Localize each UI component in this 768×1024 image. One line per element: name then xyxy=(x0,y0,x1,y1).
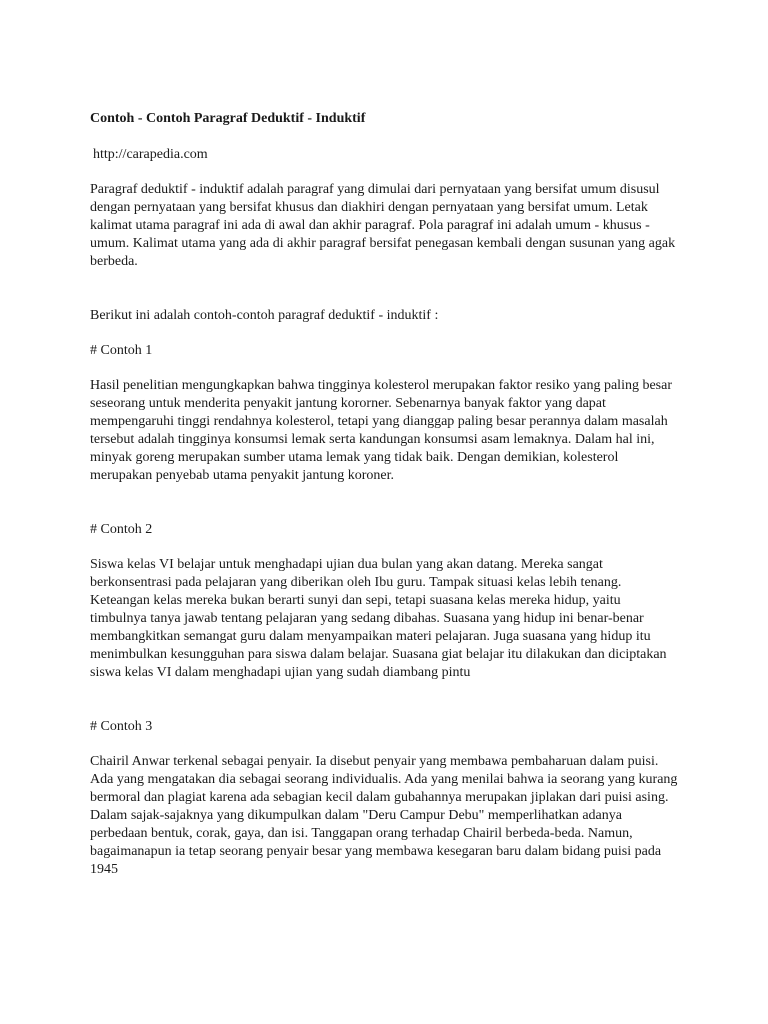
document-page xyxy=(90,110,680,879)
example-3-paragraph: Chairil Anwar terkenal sebagai penyair. Ia disebut penyair yang membawa pembaharuan dalam puisi. Ada yang mengatakan dia sebagai seorang individualis. Ada yang menilai bahwa ia seorang yang kurang bermoral dan plagiat karena ada sebagian kecil dalam gubahannya merupakan jiplakan dari puisi asing. Dalam sajak-sajaknya yang dikumpulkan dalam "Deru Campur Debu" memperlihatkan adanya perbedaan bentuk, corak, gaya, dan isi. Tanggapan orang terhadap Chairil berbeda-beda. Namun, bagaimanapun ia tetap seorang penyair besar yang membawa kesegaran baru dalam bidang puisi pada 1945 xyxy=(90,754,678,877)
example-2-heading: # Contoh 2 xyxy=(90,522,153,537)
lead-sentence: Berikut ini adalah contoh-contoh paragraf deduktif - induktif : xyxy=(90,308,439,323)
example-1-paragraph: Hasil penelitian mengungkapkan bahwa tingginya kolesterol merupakan faktor resiko yang paling besar seseorang untuk menderita penyakit jantung kororner. Sebenarnya banyak faktor yang dapat mempengaruhi tinggi rendahnya kolesterol, tetapi yang dianggap paling besar perannya dalam masalah tersebut adalah tingginya konsumsi lemak serta kandungan konsumsi asam lemaknya. Dalam hal ini, minyak goreng merupakan sumber utama lemak yang tidak baik. Dengan demikian, kolesterol merupakan penyebab utama penyakit jantung koroner. xyxy=(90,378,672,483)
example-1-heading: # Contoh 1 xyxy=(90,343,153,358)
intro-paragraph: Paragraf deduktif - induktif adalah paragraf yang dimulai dari pernyataan yang bersifat umum disusul dengan pernyataan yang bersifat khusus dan diakhiri dengan pernyataan yang bersifat umum. Letak kalimat utama paragraf ini ada di awal dan akhir paragraf. Pola paragraf ini adalah umum - khusus - umum. Kalimat utama yang ada di akhir paragraf bersifat penegasan kembali dengan susunan yang agak berbeda. xyxy=(90,182,676,269)
document-title: Contoh - Contoh Paragraf Deduktif - Induktif xyxy=(90,111,366,126)
example-3-heading: # Contoh 3 xyxy=(90,719,153,734)
example-2-paragraph: Siswa kelas VI belajar untuk menghadapi ujian dua bulan yang akan datang. Mereka sangat berkonsentrasi pada pelajaran yang diberikan oleh Ibu guru. Tampak situasi kelas lebih tenang. Keteangan kelas mereka bukan berarti sunyi dan sepi, tetapi suasana kelas mereka hidup, yaitu timbulnya tanya jawab tentang pelajaran yang sedang dibahas. Suasana yang hidup ini benar-benar membangkitkan semangat guru dalam menyampaikan materi pelajaran. Juga suasana yang hidup itu menimbulkan kesungguhan para siswa dalam belajar. Suasana giat belajar itu dilakukan dan diciptakan siswa kelas VI dalam menghadapi ujian yang sudah diambang pintu xyxy=(90,557,667,680)
source-url: http://carapedia.com xyxy=(93,147,208,162)
